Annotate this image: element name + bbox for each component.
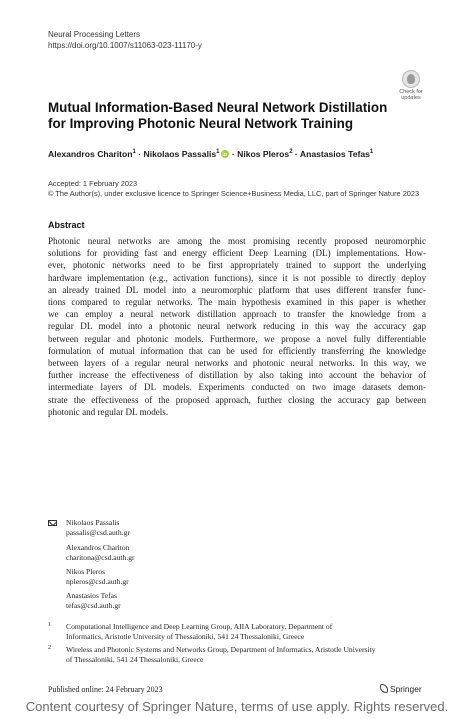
correspondence-entry [66, 518, 130, 538]
author-name[interactable]: Nikolaos Passalis [143, 149, 217, 159]
abstract-line: between regular and photonic models. Furthermore, we propose a novel fully differentiable [48, 333, 426, 344]
published-date: Published online: 24 February 2023 [48, 685, 163, 694]
affiliation-line: Informatics, Aristotle University of Thessaloniki, 541 24 Thessaloniki, Greece [66, 632, 305, 641]
author-affiliation: 1 [369, 149, 374, 156]
abstract-line: strate the effectiveness of the proposed approach, further closing the accuracy gap between [48, 394, 426, 405]
author-name[interactable]: Alexandros Chariton [48, 149, 133, 159]
doi-link[interactable]: https://doi.org/10.1007/s11063-023-11170-y [48, 41, 202, 50]
author-name[interactable]: Anastasios Tefas [299, 149, 370, 159]
courtesy-watermark: Content courtesy of Springer Nature, terms of use apply. Rights reserved. [25, 699, 449, 714]
abstract-line: solutions for providing fast and energy efficient Deep Learning (DL) implementations. How- [48, 248, 426, 259]
author-separator: · [229, 149, 238, 159]
paper-title: Mutual Information-Based Neural Network Distillation for Improving Photonic Neural Network Training [48, 100, 388, 131]
publisher-logo [380, 684, 422, 694]
author-separator: · [292, 149, 300, 159]
abstract-line: regular DL model into a photonic neural network reducing in this way the accuracy gap [48, 321, 426, 332]
abstract-line: formulation of mutual information that can be used for efficiently transferring the knowledge [48, 345, 426, 356]
abstract-line: intermediate layers of DL models. Experiments conducted on two image datasets demon- [48, 382, 426, 393]
author-name[interactable]: Nikos Pleros [237, 149, 290, 159]
correspondence-email[interactable]: passalis@csd.auth.gr [66, 528, 130, 537]
abstract-line: between layers of a regular neural networks and photonic neural networks. In this way, we [48, 358, 426, 369]
affiliation-line: of Thessaloniki, 541 24 Thessaloniki, Greece [66, 655, 204, 664]
abstract-line: tions compared to regular networks. The main hypothesis examined in this paper is whether [48, 297, 426, 308]
badge-line-1: Check for [399, 89, 423, 95]
abstract-body [48, 235, 426, 418]
author-affiliation: 1 [132, 149, 136, 156]
correspondence-entry [66, 567, 129, 587]
correspondence-email[interactable]: tefas@csd.auth.gr [66, 601, 121, 610]
copyright-notice: © The Author(s), under exclusive licence to Springer Science+Business Media, LLC, part of Springer Nature 2023 [48, 189, 420, 198]
article-meta [48, 179, 419, 199]
author-affiliation: 1 [216, 149, 220, 156]
abstract-line: Photonic neural networks are among the most promising recently proposed neuromorphic [48, 236, 426, 246]
abstract-heading: Abstract [48, 220, 85, 230]
abstract-line: photonic and regular DL models. [48, 406, 169, 417]
author-affiliation: 2 [289, 149, 293, 156]
affiliation-number: 1 [48, 622, 51, 628]
author-separator: · [135, 149, 144, 159]
publisher-name: Springer [390, 684, 422, 694]
correspondence-name: Anastasios Tefas [66, 591, 117, 600]
affiliation-number: 2 [48, 645, 51, 651]
journal-name: Neural Processing Letters [48, 30, 141, 39]
check-for-updates-badge[interactable] [394, 70, 428, 102]
abstract-line: we can employ a neural network distillation approach to transfer the knowledge from a [48, 309, 426, 320]
abstract-line: ever, photonic networks need to be first appropriately trained to support the underlying [48, 260, 426, 271]
correspondence-name: Alexandros Chariton [66, 543, 130, 552]
journal-header [48, 29, 202, 51]
correspondence-entry [66, 591, 121, 611]
abstract-line: further increase the effectiveness of distillation by also taking into account the behavior of [48, 370, 426, 381]
check-for-updates-icon [402, 70, 420, 88]
affiliation-line: Wireless and Photonic Systems and Networks Group, Department of Informatics, Aristotle University [66, 645, 376, 654]
correspondence-name: Nikos Pleros [66, 567, 106, 576]
abstract-line: hardware implementation (e.g., activation functions), since it is not possible to directly deploy [48, 272, 426, 283]
affiliation-line: Computational Intelligence and Deep Learning Group, AIIA Laboratory, Department of [66, 622, 333, 631]
envelope-icon [48, 520, 57, 526]
accepted-date: Accepted: 1 February 2023 [48, 179, 138, 188]
correspondence-name: Nikolaos Passalis [66, 518, 120, 527]
badge-line-2: updates [401, 95, 421, 101]
abstract-line: an already trained DL model into a neuromorphic platform that uses different transfer func- [48, 284, 426, 295]
correspondence-email[interactable]: charitona@csd.auth.gr [66, 553, 135, 562]
author-list [48, 149, 373, 159]
correspondence-email[interactable]: npleros@csd.auth.gr [66, 577, 129, 586]
correspondence-entry [66, 543, 135, 563]
springer-horse-icon [380, 684, 388, 693]
